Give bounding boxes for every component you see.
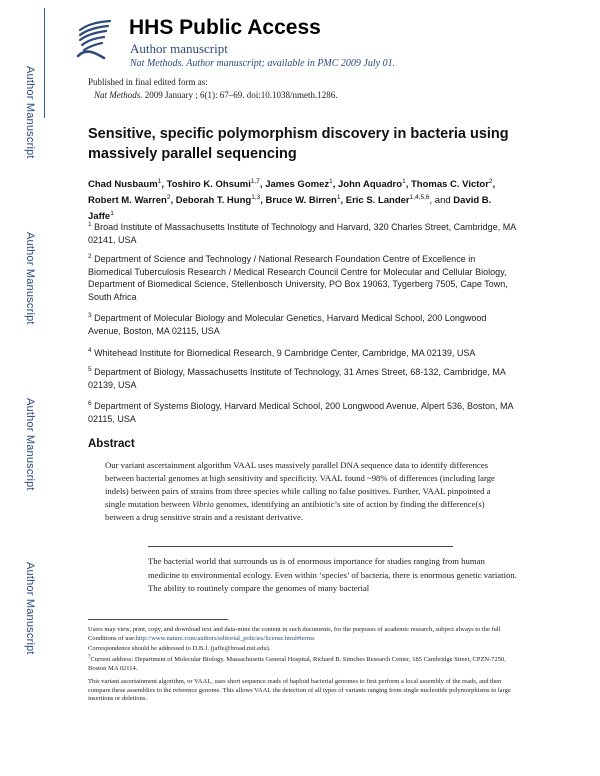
current-address-footnote: $^7$Current address: Department of Molecular Biology, Massachusetts General Hospital, Richard B. Simches Research Center, 185 Cambridge Street, CPZN-7250, Boston MA 02114. xyxy=(88,655,506,672)
author-separator: , xyxy=(340,195,346,207)
author-manuscript-subtitle: Author manuscript xyxy=(130,41,228,56)
footnote-divider xyxy=(88,619,228,620)
abstract-heading: Abstract xyxy=(88,438,135,450)
author-separator: , xyxy=(259,179,266,191)
author-affiliation-sup: 1,7 xyxy=(250,178,260,185)
author-separator: , xyxy=(161,179,167,191)
header-divider-line xyxy=(44,8,45,118)
author-affiliation-sup: 1 xyxy=(402,178,406,185)
citation-journal: Nat Methods. xyxy=(94,90,143,100)
author-separator: , xyxy=(170,195,176,207)
author-affiliation-sup: 1,3 xyxy=(251,194,261,202)
author-separator: , xyxy=(332,179,339,191)
author-name: Toshiro K. Ohsumi xyxy=(166,179,251,191)
section-divider xyxy=(148,546,453,547)
affiliation-2: $^2$ Department of Science and Technology / National Research Foundation Centre of Excellence in Biomedical Tuberculosis Research / Medical Research Council Centre for Molecular and Cellular Biology, Department of Biomedical Science, Stellenbosch University, PO Box 19063, Tygerberg 7505, Cape Town, South Africa xyxy=(88,253,508,302)
side-label-author-manuscript: Author Manuscript xyxy=(24,232,36,325)
author-affiliation-sup: 1 xyxy=(329,178,333,185)
author-name: Robert M. Warren xyxy=(88,195,167,207)
affiliation-6: $^6$ Department of Systems Biology, Harvard Medical School, 200 Longwood Avenue, Alpert 536, Boston, MA 02115, USA xyxy=(88,400,514,424)
abstract-text: Our variant ascertainment algorithm VAAL uses massively parallel DNA sequence data to identify differences between bacterial genomes at high sensitivity and specificity. VAAL found ~98% of differences (including large indels) between pairs of strains from three species while calling no false positives. Further, VAAL pinpointed a single mutation between Vibrio genomes, identifying an antibiotic’s site of action by finding the difference(s) between a drug sensitive strain and a resistant derivative. xyxy=(105,460,495,522)
availability-journal: Nat Methods. xyxy=(130,58,184,69)
published-line: Published in final edited form as: xyxy=(88,77,208,87)
author-name: Thomas C. Victor xyxy=(410,179,489,191)
author-list xyxy=(88,175,518,223)
conditions-of-use-link[interactable]: http://www.nature.com/authors/editorial_policies/license.html#terms xyxy=(135,634,315,642)
vaal-summary-footnote: This variant ascertainment algorithm, or VAAL, uses short sequence reads of haploid bacterial genomes to first perform a local assembly of the reads, and then compare these assemblies to the reference genome. This allows VAAL the detection of all types of variants ranging from single nucleotide polymorphisms to large insertions or deletions. xyxy=(88,678,511,702)
author-name: James Gomez xyxy=(265,179,330,191)
affiliation-3: $^3$ Department of Molecular Biology and Molecular Genetics, Harvard Medical School, 200 Longwood Avenue, Boston, MA 02115, USA xyxy=(88,312,487,336)
author-affiliation-sup: 1 xyxy=(157,178,162,185)
author-affiliation-sup: 1 xyxy=(336,194,341,202)
author-name: Chad Nusbaum xyxy=(88,179,158,191)
author-affiliation-sup: 1,4,5,6 xyxy=(409,194,430,202)
sidebar xyxy=(0,0,46,776)
side-label-author-manuscript: Author Manuscript xyxy=(24,66,36,159)
author-name: Eric S. Lander xyxy=(345,195,410,207)
author-affiliation-sup: 1 xyxy=(110,210,114,218)
availability-line xyxy=(130,58,395,69)
rights-footnote: Users may view, print, copy, and download text and data-mine the content in such documents, for the purposes of academic research, subject always to the full Conditions of use:http://www.nature.com/authors/editorial_policies/license.html#terms xyxy=(88,626,501,642)
author-name: Deborah T. Hung xyxy=(175,195,252,207)
author-name: David B. Jaffe xyxy=(88,195,492,223)
availability-text: Author manuscript; available in PMC 2009 July 01. xyxy=(186,58,396,69)
author-affiliation-sup: 2 xyxy=(488,178,493,185)
author-affiliation-sup: 2 xyxy=(166,194,171,202)
hhs-eagle-logo-icon xyxy=(74,18,114,62)
side-label-author-manuscript: Author Manuscript xyxy=(24,398,36,491)
affiliation-5: $^5$ Department of Biology, Massachusetts Institute of Technology, 31 Ames Street, 68-132, Cambridge, MA 02139, USA xyxy=(88,366,506,390)
author-separator: , xyxy=(260,195,266,207)
author-name: Bruce W. Birren xyxy=(265,195,337,207)
body-paragraph: The bacterial world that surrounds us is of enormous importance for studies ranging from human medicine to environmental ecology. Even within ‘species’ of bacteria, there is enormous genetic variation. The ability to routinely compare the genomes of many bacterial xyxy=(148,556,517,593)
side-label-author-manuscript: Author Manuscript xyxy=(24,562,36,655)
citation-line xyxy=(94,90,337,100)
author-separator: , xyxy=(405,179,411,191)
author-separator: , and xyxy=(429,195,454,207)
hhs-public-access-title: HHS Public Access xyxy=(129,16,321,39)
citation-details: 2009 January ; 6(1): 67–69. doi:10.1038/nmeth.1286. xyxy=(144,90,338,100)
affiliation-1: $^1$ Broad Institute of Massachusetts Institute of Technology and Harvard, 320 Charles Street, Cambridge, MA 02141, USA xyxy=(88,221,516,245)
correspondence-footnote: Correspondence should be addressed to D.B.J. (jaffe@broad.mit.edu). xyxy=(88,645,271,652)
article-title: Sensitive, specific polymorphism discovery in bacteria using massively parallel sequencing xyxy=(88,126,509,162)
author-name: John Aquadro xyxy=(338,179,403,191)
author-separator: , xyxy=(492,179,496,191)
affiliation-4: $^4$ Whitehead Institute for Biomedical Research, 9 Cambridge Center, Cambridge, MA 02139, USA xyxy=(88,347,476,358)
